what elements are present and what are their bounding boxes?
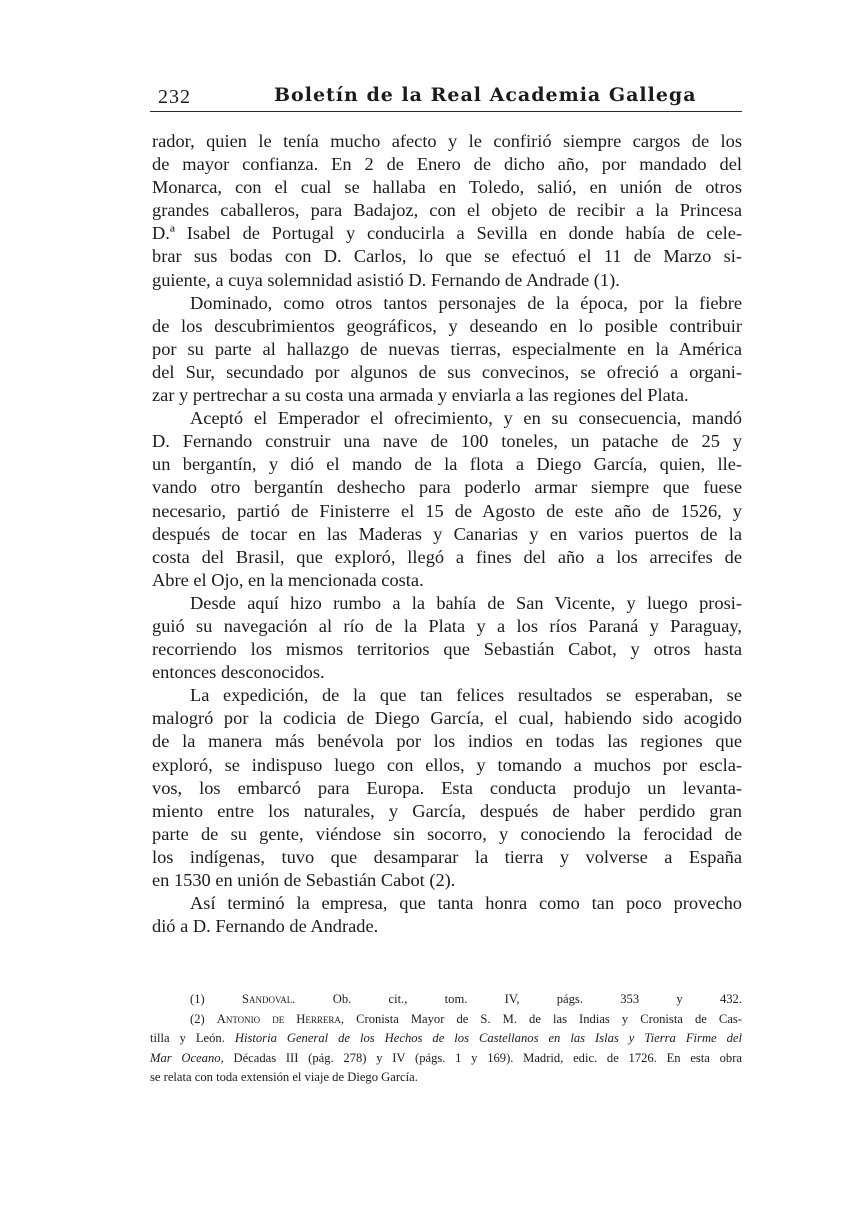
page-header (150, 84, 742, 114)
header-rule (150, 111, 742, 112)
body-line: Así terminó la empresa, que tanta honra como tan poco provecho (190, 893, 742, 914)
footnote-2-text-3: Décadas III (pág. 278) y IV (págs. 1 y 169). Madrid, edic. de 1726. En esta obra (233, 1050, 742, 1065)
footnote-2-line-4 (150, 1068, 742, 1088)
body-line: costa del Brasil, que exploró, llegó a fines del año a los arrecifes de (152, 546, 742, 567)
footnote-2-text-1: Cronista Mayor de S. M. de las Indias y Cronista de Cas- (356, 1011, 742, 1026)
footnote-2-title-1: Historia General de los Hechos de los Castellanos en las Islas y Tierra Firme del (234, 1031, 742, 1045)
footnote-1 (150, 990, 742, 1010)
body-line: necesario, partió de Finisterre el 15 de Agosto de este año de 1526, y (152, 500, 742, 521)
footnote-2-author: Antonio de Herrera, (216, 1011, 345, 1026)
body-line: en 1530 en unión de Sebastián Cabot (2). (152, 870, 456, 890)
body-line: de los descubrimientos geográficos, y deseando en lo posible contribuir (152, 315, 742, 336)
footnote-1-marker: (1) (190, 992, 205, 1006)
body-line: por su parte al hallazgo de nuevas tierras, especialmente en la América (152, 338, 742, 359)
body-line: vando otro bergantín deshecho para poderlo armar siempre que fuese (152, 477, 742, 498)
body-line: de mayor confianza. En 2 de Enero de dicho año, por mandado del (152, 154, 742, 175)
footnote-1-author: Sandoval. (241, 992, 296, 1006)
body-line: los indígenas, tuvo que desamparar la tierra y volverse a España (152, 846, 742, 867)
body-line: brar sus bodas con D. Carlos, lo que se efectuó el 11 de Marzo si- (152, 246, 742, 267)
footnote-2-pre: tilla y León. (150, 1031, 225, 1045)
body-line: malogró por la codicia de Diego García, el cual, habiendo sido acogido (152, 708, 742, 729)
body-line: guió su navegación al río de la Plata y a los ríos Paraná y Paraguay, (152, 615, 742, 636)
body-line: D.ª Isabel de Portugal y conducirla a Sevilla en donde había de cele- (152, 223, 742, 244)
footnote-2-title-2: Mar Oceano, (150, 1050, 224, 1065)
body-line: miento entre los naturales, y García, después de haber perdido gran (152, 800, 742, 821)
body-line: rador, quien le tenía mucho afecto y le confirió siempre cargos de los (152, 131, 742, 151)
footnote-2-text-4: se relata con toda extensión el viaje de Diego García. (150, 1070, 418, 1084)
body-line: Abre el Ojo, en la mencionada costa. (152, 569, 424, 590)
body-line: exploró, se indispuso luego con ellos, y tomando a muchos por escla- (152, 754, 742, 775)
body-line: La expedición, de la que tan felices resultados se esperaban, se (190, 685, 742, 706)
body-line: entonces desconocidos. (152, 662, 325, 683)
footnote-2-line-3 (150, 1049, 742, 1069)
footnote-2-marker: (2) (190, 1011, 205, 1026)
body-line: recorriendo los mismos territorios que Sebastián Cabot, y otros hasta (152, 639, 742, 660)
footnotes (150, 990, 742, 1088)
body-text (152, 130, 742, 938)
body-line: del Sur, secundado por algunos de sus convecinos, se ofreció a organi- (152, 361, 742, 382)
body-line: Monarca, con el cual se hallaba en Toledo, salió, en unión de otros (152, 177, 742, 198)
body-line: Desde aquí hizo rumbo a la bahía de San Vicente, y luego prosi- (190, 592, 742, 613)
body-line: guiente, a cuya solemnidad asistió D. Fernando de Andrade (1). (152, 269, 620, 290)
body-line: grandes caballeros, para Badajoz, con el objeto de recibir a la Princesa (152, 200, 742, 221)
body-line: D. Fernando construir una nave de 100 toneles, un patache de 25 y (152, 431, 742, 452)
body-line: zar y pertrechar a su costa una armada y enviarla a las regiones del Plata. (152, 385, 689, 406)
body-line: parte de su gente, viéndose sin socorro, y conociendo la ferocidad de (152, 823, 742, 844)
body-line: después de tocar en las Maderas y Canarias y en varios puertos de la (152, 523, 742, 544)
page-number: 232 (158, 86, 191, 108)
body-line: Dominado, como otros tantos personajes de la época, por la fiebre (190, 292, 742, 313)
footnote-2-line-1 (150, 1010, 742, 1030)
body-line: vos, los embarcó para Europa. Esta conducta produjo un levanta- (152, 777, 742, 798)
body-line: de la manera más benévola por los indios en todas las regiones que (152, 731, 742, 752)
footnote-1-text: Ob. cit., tom. IV, págs. 353 y 432. (332, 992, 742, 1006)
running-title: Boletín de la Real Academia Gallega (274, 84, 697, 106)
body-line: dió a D. Fernando de Andrade. (152, 916, 379, 937)
body-line: Aceptó el Emperador el ofrecimiento, y en su consecuencia, mandó (190, 408, 742, 429)
footnote-2-line-2 (150, 1029, 742, 1049)
body-line: un bergantín, y dió el mando de la flota a Diego García, quien, lle- (152, 454, 742, 475)
